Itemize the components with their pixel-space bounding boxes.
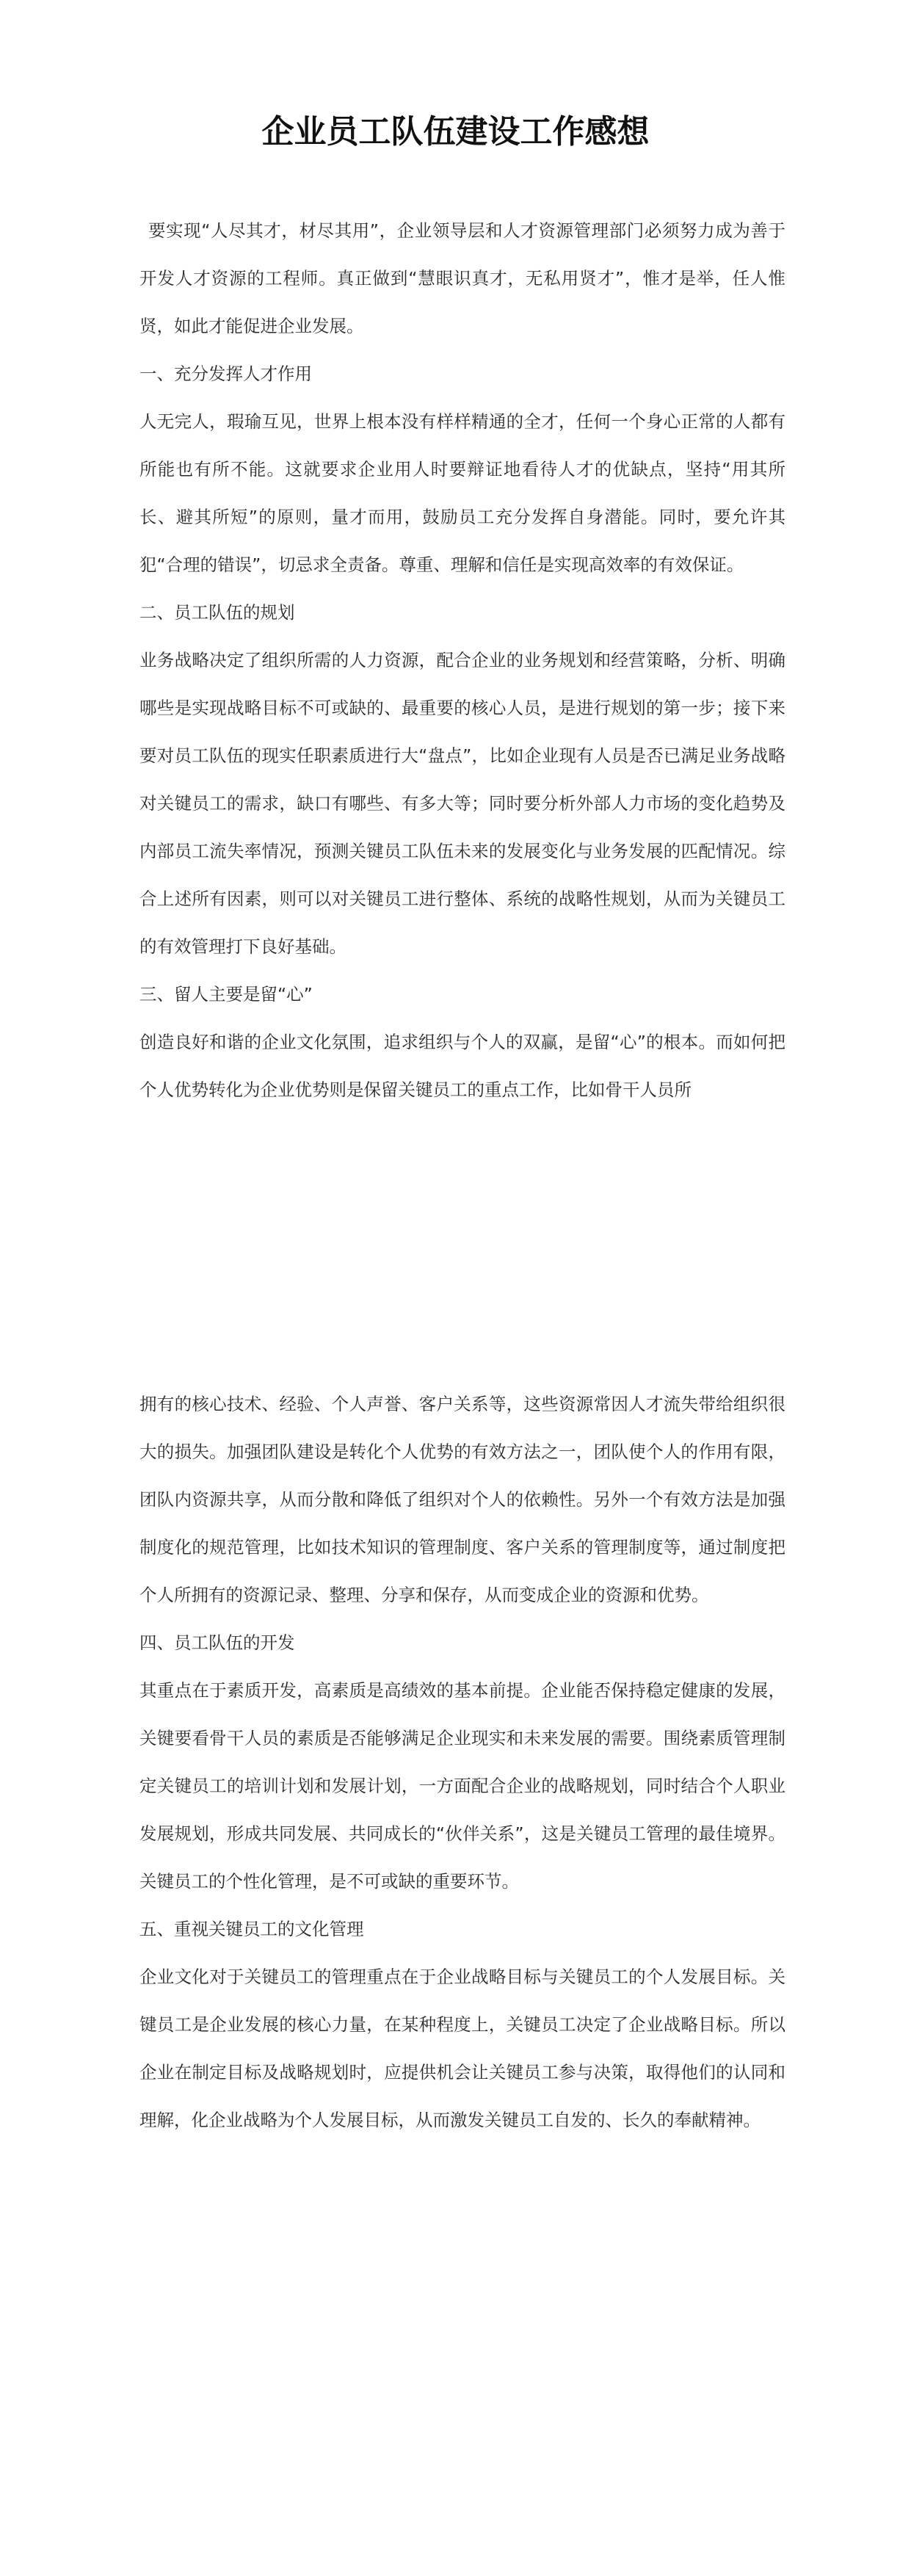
section-1-heading: 一、充分发挥人才作用 xyxy=(139,363,312,384)
document-body-bottom xyxy=(139,1381,785,2144)
section-2-heading: 二、员工队伍的规划 xyxy=(139,602,295,623)
document-body-top xyxy=(139,207,785,1114)
section-1-body: 人无完人，瑕瑜互见，世界上根本没有样样精通的全才，任何一个身心正常的人都有所能也有所不能。这就要求企业用人时要辩证地看待人才的优缺点，坚持“用其所长、避其所短”的原则，量才而用，鼓励员工充分发挥自身潜能。同时，要允许其犯“合理的错误”，切忌求全责备。尊重、理解和信任是实现高效率的有效保证。 xyxy=(139,411,785,575)
section-5-heading: 五、重视关键员工的文化管理 xyxy=(139,1919,364,1939)
section-2-body: 业务战略决定了组织所需的人力资源，配合企业的业务规划和经营策略，分析、明确哪些是实现战略目标不可或缺的、最重要的核心人员，是进行规划的第一步；接下来要对员工队伍的现实任职素质进行大“盘点”，比如企业现有人员是否已满足业务战略对关键员工的需求，缺口有哪些、有多大等；同时要分析外部人力市场的变化趋势及内部员工流失率情况，预测关键员工队伍未来的发展变化与业务发展的匹配情况。综合上述所有因素，则可以对关键员工进行整体、系统的战略性规划，从而为关键员工的有效管理打下良好基础。 xyxy=(139,650,785,957)
section-4-body: 其重点在于素质开发，高素质是高绩效的基本前提。企业能否保持稳定健康的发展，关键要看骨干人员的素质是否能够满足企业现实和未来发展的需要。围绕素质管理制定关键员工的培训计划和发展计划，一方面配合企业的战略规划，同时结合个人职业发展规划，形成共同发展、共同成长的“伙伴关系”，这是关键员工管理的最佳境界。关键员工的个性化管理，是不可或缺的重要环节。 xyxy=(139,1680,785,1892)
section-3-heading: 三、留人主要是留“心” xyxy=(139,984,313,1005)
intro-paragraph: 要实现“人尽其才，材尽其用”，企业领导层和人才资源管理部门必须努力成为善于开发人才资源的工程师。真正做到“慧眼识真才，无私用贤才”，惟才是举，任人惟贤，如此才能促进企业发展。 xyxy=(139,220,785,336)
section-4-heading: 四、员工队伍的开发 xyxy=(139,1632,295,1653)
document-title: 企业员工队伍建设工作感想 xyxy=(261,113,650,151)
section-5-body: 企业文化对于关键员工的管理重点在于企业战略目标与关键员工的个人发展目标。关键员工是企业发展的核心力量，在某种程度上，关键员工决定了企业战略目标。所以企业在制定目标及战略规划时，应提供机会让关键员工参与决策，取得他们的认同和理解，化企业战略为个人发展目标，从而激发关键员工自发的、长久的奉献精神。 xyxy=(139,1967,785,2130)
section-3-body: 创造良好和谐的企业文化氛围，追求组织与个人的双赢，是留“心”的根本。而如何把个人优势转化为企业优势则是保留关键员工的重点工作，比如骨干人员所 xyxy=(139,1032,785,1100)
section-3-body-continued: 拥有的核心技术、经验、个人声誉、客户关系等，这些资源常因人才流失带给组织很大的损失。加强团队建设是转化个人优势的有效方法之一，团队使个人的作用有限，团队内资源共享，从而分散和降低了组织对个人的依赖性。另外一个有效方法是加强制度化的规范管理，比如技术知识的管理制度、客户关系的管理制度等，通过制度把个人所拥有的资源记录、整理、分享和保存，从而变成企业的资源和优势。 xyxy=(139,1394,785,1605)
